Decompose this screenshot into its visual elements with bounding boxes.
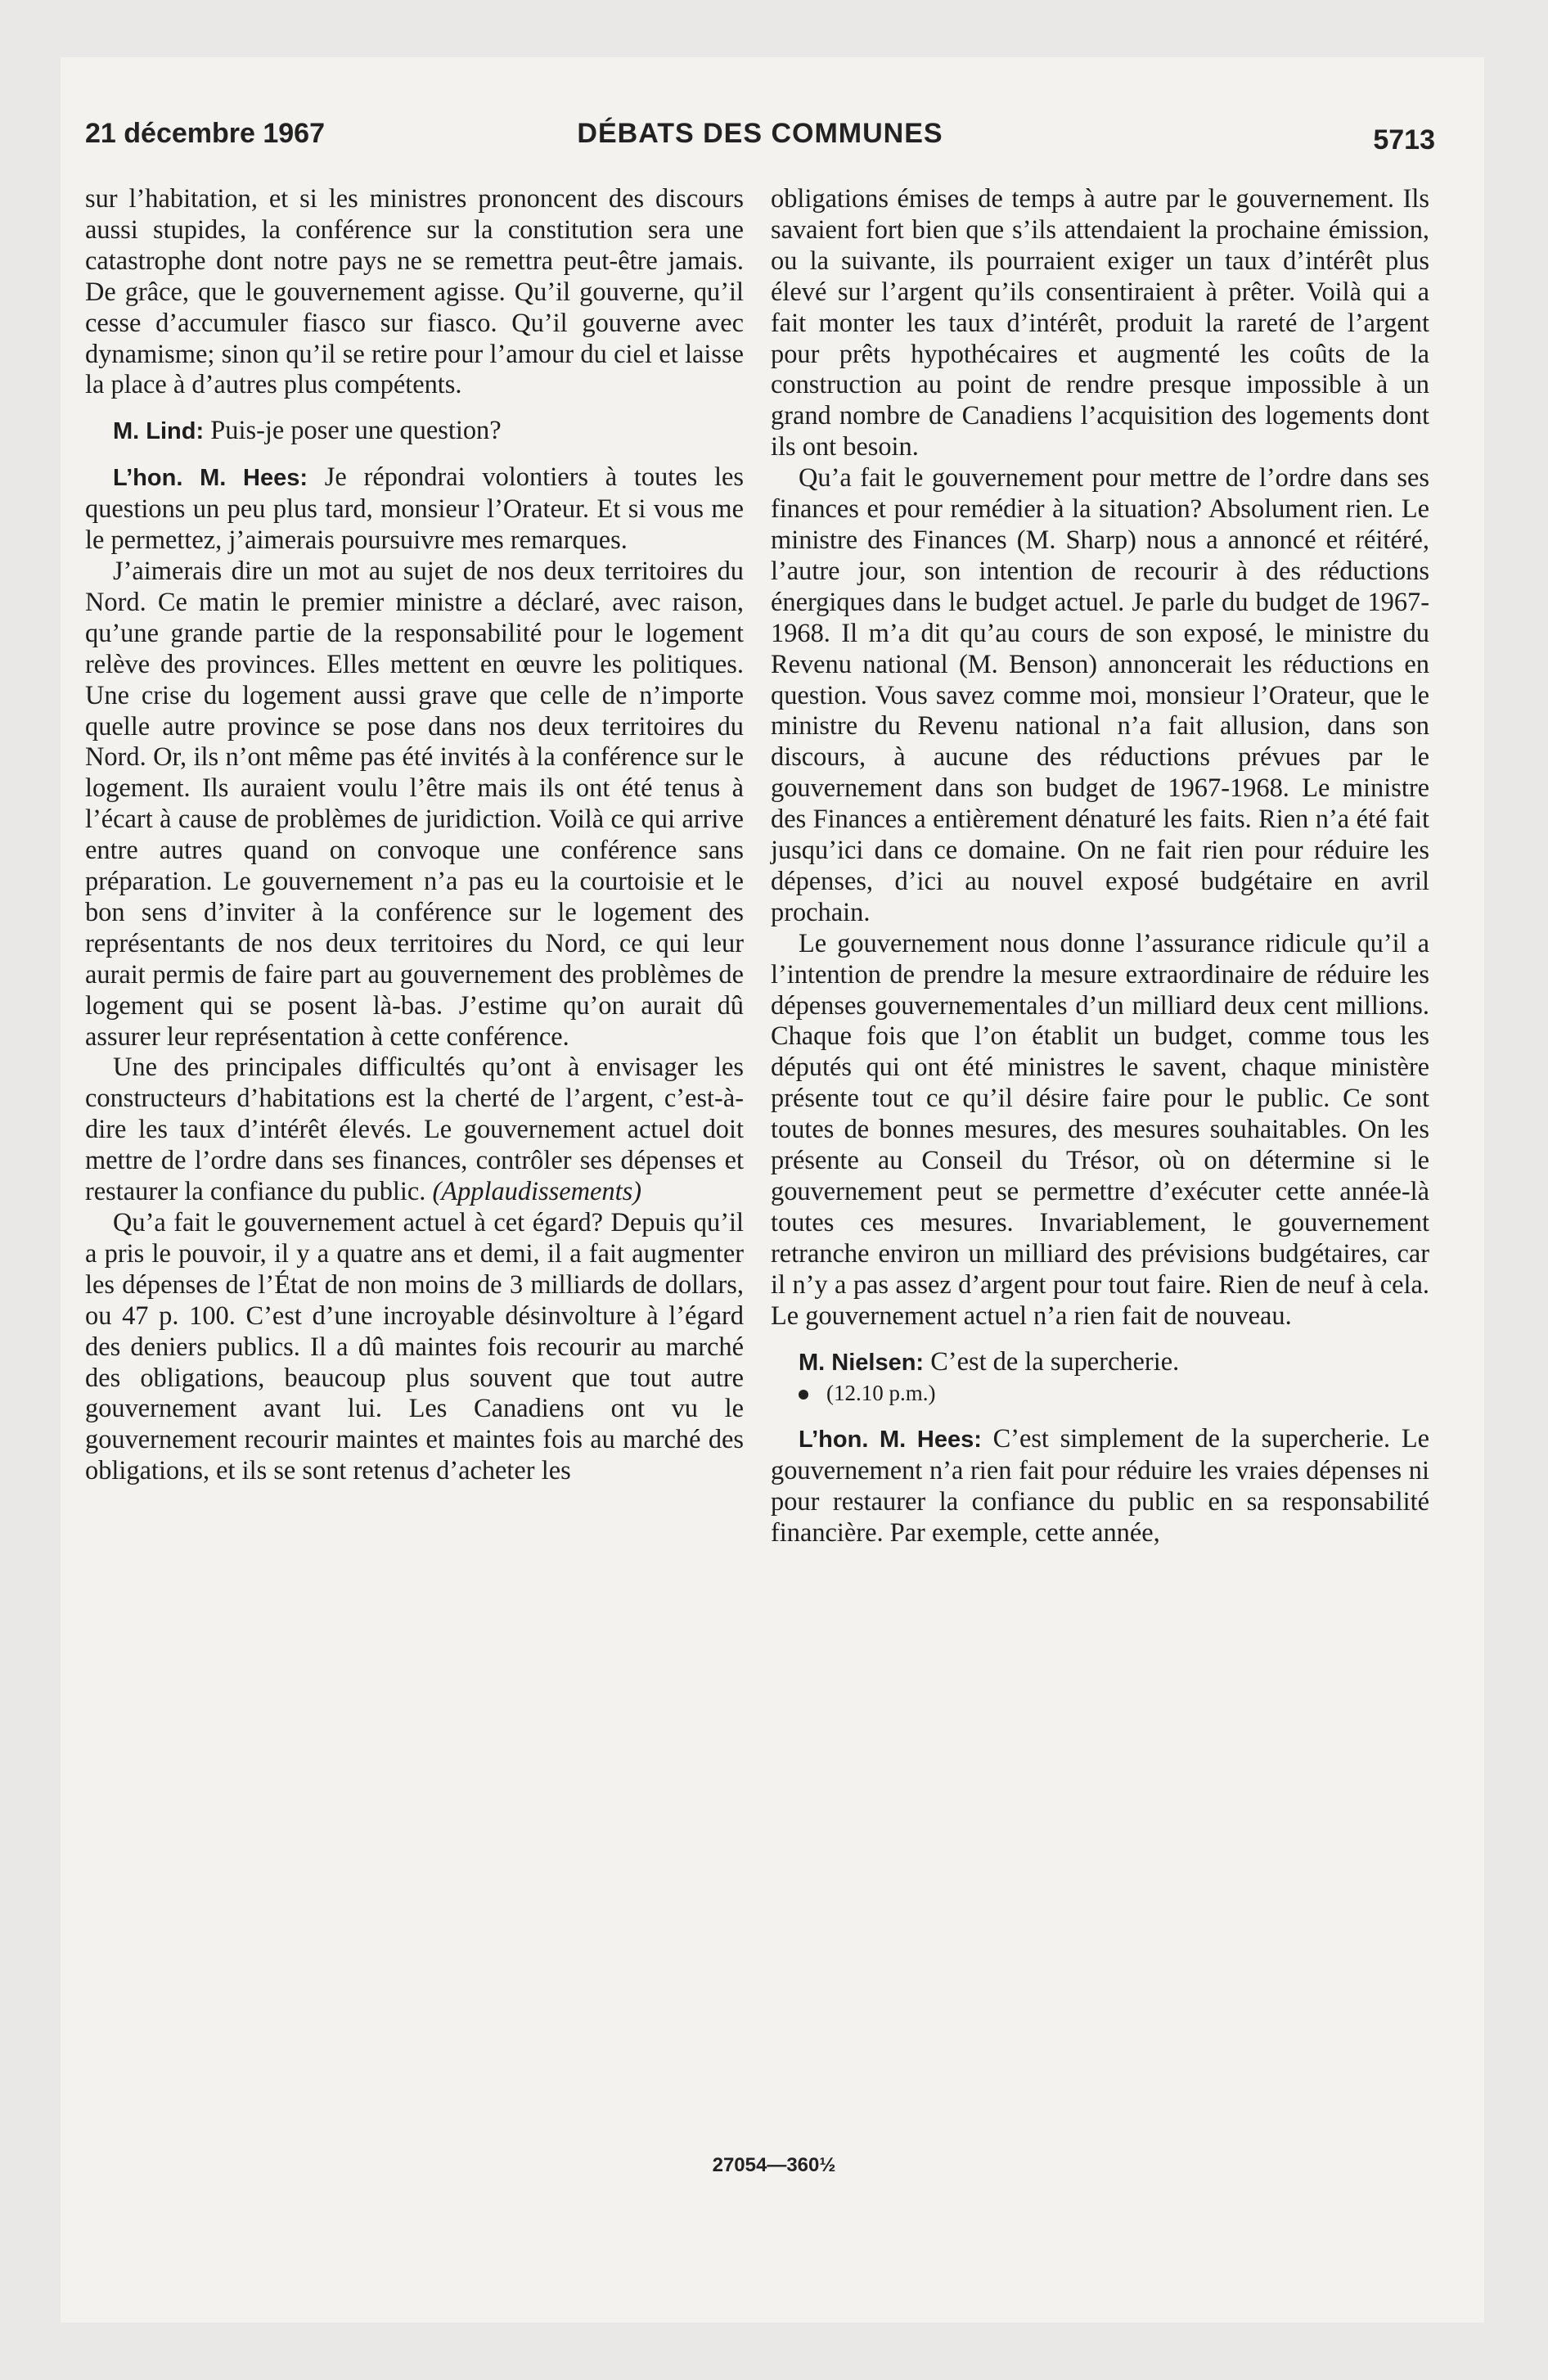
speech-hees [85,462,744,557]
paragraph-text: Une des principales difficultés qu’ont à envisager les constructeurs d’habitations est la cherté de l’argent, c’est-à-dire les taux d’intérêt élevés. Le gouvernement actuel doit mettre de l’ordre dans ses finances, contrôler ses dépenses et restaurer la confiance du public. [85,1053,744,1207]
speaker-name: M. Nielsen: [799,1349,925,1376]
printer-signature: 27054—360½ [712,2154,836,2176]
speech-text: C’est de la supercherie. [930,1346,1180,1377]
speaker-name: M. Lind: [113,418,205,445]
paragraph: Qu’a fait le gouvernement pour mettre de l’ordre dans ses finances et pour remédier à la situation? Absolument rien. Le ministre des Finances (M. Sharp) nous a annoncé et réitéré, l’autre jour, son intention de recourir à des réductions énergiques dans le budget actuel. Je parle du budget de 1967-1968. Il m’a dit qu’au cours de son exposé, le ministre du Revenu national (M. Benson) annoncerait les réductions en question. Vous savez comme moi, monsieur l’Orateur, que le ministre du Revenu national n’a fait allusion, dans son discours, à aucune des réductions prévues par le gouvernement dans son budget de 1967-1968. Le ministre des Finances a entièrement dénaturé les faits. Rien n’a été fait jusqu’ici dans ce domaine. On ne fait rien pour réduire les dépenses, d’ici au nouvel exposé budgétaire en avril prochain. [771,463,1429,927]
speech-hees [771,1424,1429,1549]
speech-nielsen [771,1347,1429,1379]
paragraph: sur l’habitation, et si les ministres prononcent des discours aussi stupides, la conférence sur la constitution sera une catastrophe dont notre pays ne se remettra peut-être jamais. De grâce, que le gouvernement agisse. Qu’il gouverne, qu’il cesse d’accumuler fiasco sur fiasco. Qu’il gouverne avec dynamisme; sinon qu’il se retire pour l’amour du ciel et laisse la place à d’autres plus compétents. [85,184,744,400]
paragraph [85,1053,744,1208]
header-title: DÉBATS DES COMMUNES [577,118,943,149]
left-column [85,184,744,1487]
paragraph: J’aimerais dire un mot au sujet de nos deux territoires du Nord. Ce matin le premier ministre a déclaré, avec raison, qu’une grande partie de la responsabilité pour le logement relève des provinces. Elles mettent en œuvre les politiques. Une crise du logement aussi grave que celle de n’importe quelle autre province se pose dans nos deux territoires du Nord. Or, ils n’ont même pas été invités à la conférence sur le logement. Ils auraient voulu l’être mais ils ont été tenus à l’écart à cause de problèmes de juridiction. Voilà ce qui arrive entre autres quand on convoque une conférence sans préparation. Le gouvernement n’a pas eu la courtoisie et le bon sens d’inviter à la conférence sur le logement des représentants de nos deux territoires du Nord, ce qui leur aurait permis de faire part au gouvernement des problèmes de logement qui se posent là-bas. J’estime qu’on aurait dû assurer leur représentation à cette conférence. [85,556,744,1052]
speech-text: C’est simplement de la supercherie. Le gouvernement n’a rien fait pour réduire les vraies dépenses ni pour restaurer la confiance du public en sa responsabilité financière. Par exemple, cette année, [771,1424,1429,1548]
time-marker [771,1378,1429,1409]
right-column [771,184,1429,1549]
paragraph: obligations émises de temps à autre par le gouvernement. Ils savaient fort bien que s’ils attendaient la prochaine émission, ou la suivante, ils pourraient exiger un taux d’intérêt plus élevé sur l’argent qu’ils consentiraient à prêter. Voilà qui a fait monter les taux d’intérêt, produit la rareté de l’argent pour prêts hypothécaires et augmenté les coûts de la construction au point de rendre presque impossible à un grand nombre de Canadiens l’acquisition des logements dont ils ont besoin. [771,184,1429,462]
speech-lind [85,416,744,448]
speaker-name: L’hon. M. Hees: [799,1427,982,1454]
page-header [85,118,1435,159]
paragraph: Qu’a fait le gouvernement actuel à cet égard? Depuis qu’il a pris le pouvoir, il y a quatre ans et demi, il a fait augmenter les dépenses de l’État de non moins de 3 milliards de dollars, ou 47 p. 100. C’est d’une incroyable désinvolture à l’égard des deniers publics. Il a dû maintes fois recourir au marché des obligations, beaucoup plus souvent que tout autre gouvernement avant lui. Les Canadiens ont vu le gouvernement recourir maintes et maintes fois au marché des obligations, et ils se sont retenus d’acheter les [85,1208,744,1486]
speech-text: Je répondrai volontiers à toutes les questions un peu plus tard, monsieur l’Orateur. Et si vous me le permettez, j’aimerais poursuivre mes remarques. [85,462,744,556]
bullet-icon [799,1390,808,1400]
speaker-name: L’hon. M. Hees: [113,465,308,492]
applause-note: (Applaudissements) [432,1177,641,1207]
time-text: (12.10 p.m.) [826,1381,936,1406]
paragraph: Le gouvernement nous donne l’assurance ridicule qu’il a l’intention de prendre la mesure extraordinaire de réduire les dépenses gouvernementales d’un milliard deux cent millions. Chaque fois que l’on établit un budget, comme tous les députés qui ont été ministres le savent, chaque ministère présente tout ce qu’il désire faire pour le public. Ce sont toutes de bonnes mesures, des mesures souhaitables. On les présente au Conseil du Trésor, où on détermine si le gouvernement peut se permettre d’exécuter cette année-là toutes ces mesures. Invariablement, le gouvernement retranche environ un milliard des prévisions budgétaires, car il n’y a pas assez d’argent pour tout faire. Rien de neuf à cela. Le gouvernement actuel n’a rien fait de nouveau. [771,928,1429,1331]
speech-text: Puis-je poser une question? [210,416,502,446]
page-number: 5713 [1373,124,1435,156]
header-date: 21 décembre 1967 [85,118,325,149]
